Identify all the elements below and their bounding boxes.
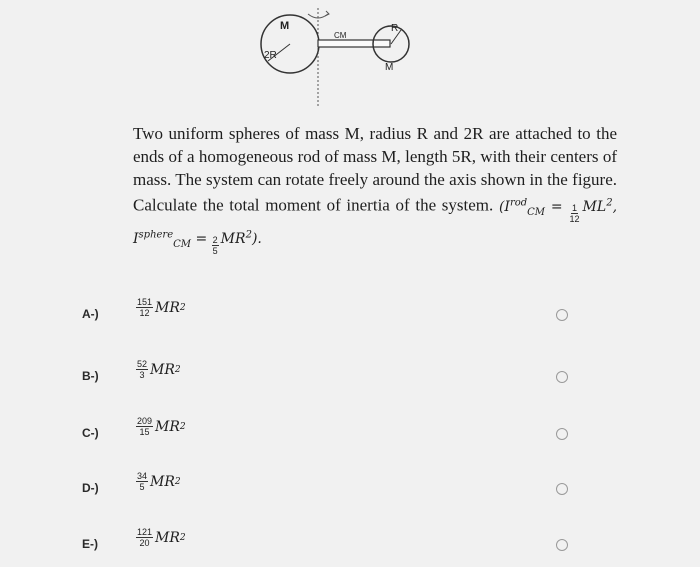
option-expression: $\frac{34}{5}$ MR 2 (137, 471, 181, 492)
option-expression: $\frac{209}{15}$ MR 2 (137, 416, 186, 437)
physics-figure (0, 0, 700, 120)
label-top-radius: 2R (264, 50, 277, 61)
option-b[interactable] (0, 357, 700, 397)
label-right-sphere: M (385, 62, 394, 73)
option-expression: $\frac{151}{12}$ MR 2 (137, 297, 186, 318)
option-d-radio[interactable] (556, 483, 568, 495)
label-right-radius: R (391, 23, 399, 34)
option-letter: A-) (82, 307, 99, 321)
option-e-radio[interactable] (556, 539, 568, 551)
question-body: Two uniform spheres of mass M, radius R and 2R are attached to the ends of a homogeneous rod of mass M, length 5R, with their centers of mass. The system can rotate freely around the axis shown in the figure. Calculate the total moment of inertia of the system. (133, 124, 617, 215)
option-letter: B-) (82, 369, 99, 383)
option-c[interactable] (0, 414, 700, 454)
option-a-radio[interactable] (556, 309, 568, 321)
option-c-radio[interactable] (556, 428, 568, 440)
label-top-sphere: M (280, 20, 290, 32)
option-expression: $\frac{52}{3}$ MR 2 (137, 359, 181, 380)
rod (318, 40, 390, 47)
option-b-radio[interactable] (556, 371, 568, 383)
option-e[interactable] (0, 525, 700, 565)
option-letter: D-) (82, 481, 99, 495)
option-d[interactable] (0, 469, 700, 509)
label-cm: CM (334, 31, 347, 40)
inertia-formula: ($I^{rod}_{CM}$ = $\frac{1}{12}$ $ML^2$, $I^{sphere}_{CM}$ = $\frac{2}{5}$ $MR^2$). (133, 197, 618, 257)
option-letter: E-) (82, 537, 98, 551)
option-expression: $\frac{121}{20}$ MR 2 (137, 527, 186, 548)
option-letter: C-) (82, 426, 99, 440)
question-text (133, 122, 617, 256)
option-a[interactable] (0, 295, 700, 335)
